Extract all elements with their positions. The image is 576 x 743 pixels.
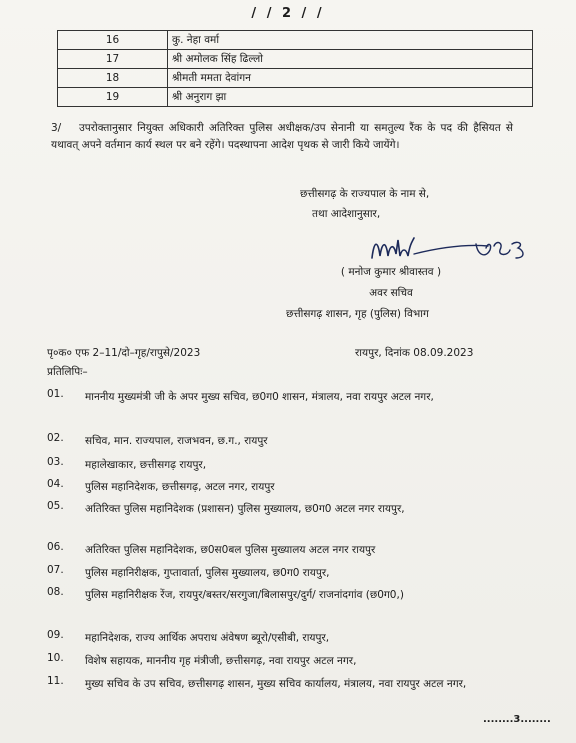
list-item-text: पुलिस महानिदेशक, छत्तीसगढ़, अटल नगर, रायपुर <box>85 481 275 493</box>
list-item-text: विशेष सहायक, माननीय गृह मंत्रीजी, छत्तीसगढ़, नवा रायपुर अटल नगर, <box>85 655 357 667</box>
signatory-designation: अवर सचिव <box>369 287 413 299</box>
list-item-number: 01. <box>47 388 64 400</box>
list-item-text: महालेखाकार, छत्तीसगढ़ रायपुर, <box>85 459 207 471</box>
list-item-number: 03. <box>47 456 64 468</box>
order-authority <box>300 184 530 224</box>
list-item-text: अतिरिक्त पुलिस महानिदेशक, छ0स0बल पुलिस मुख्यालय अटल नगर रायपुर <box>85 544 376 556</box>
paragraph-number: 3/ <box>51 122 62 134</box>
continued-page-marker: ........3........ <box>483 714 551 725</box>
order-line-2: तथा आदेशानुसार, <box>312 208 381 220</box>
list-item-number: 08. <box>47 586 64 598</box>
table-cell-name: कु. नेहा वर्मा <box>168 31 533 50</box>
list-item-number: 02. <box>47 432 64 444</box>
page-number: / / 2 / / <box>251 6 325 21</box>
table-cell-number: 19 <box>58 88 168 107</box>
list-item-number: 05. <box>47 500 64 512</box>
reference-number: पृ०क० एफ 2–11/दो–गृह/रापुसे/2023 <box>47 347 201 359</box>
list-item-text: माननीय मुख्यमंत्री जी के अपर मुख्य सचिव, छ0ग0 शासन, मंत्रालय, नवा रायपुर अटल नगर, <box>85 391 434 403</box>
signatory-department: छत्तीसगढ़ शासन, गृह (पुलिस) विभाग <box>286 308 429 320</box>
table-cell-number: 16 <box>58 31 168 50</box>
table-cell-name: श्री अनुराग झा <box>168 88 533 107</box>
list-item-number: 06. <box>47 541 64 553</box>
table-cell-name: श्री अमोलक सिंह ढिल्लो <box>168 50 533 69</box>
list-item-number: 09. <box>47 629 64 641</box>
list-item-text: पुलिस महानिरीक्षक, गुप्तावार्ता, पुलिस मुख्यालय, छ0ग0 रायपुर, <box>85 567 330 579</box>
table-row <box>58 88 533 107</box>
list-item-number: 11. <box>47 675 64 687</box>
order-line-1: छत्तीसगढ़ के राज्यपाल के नाम से, <box>300 188 430 200</box>
copy-to-heading: प्रतिलिपिः– <box>47 366 88 378</box>
table-cell-number: 18 <box>58 69 168 88</box>
list-item-text: महानिदेशक, राज्य आर्थिक अपराध अंवेषण ब्यूरो/एसीबी, रायपुर, <box>85 632 330 644</box>
table-row <box>58 31 533 50</box>
list-item-text: पुलिस महानिरीक्षक रेंज, रायपुर/बस्तर/सरगुजा/बिलासपुर/दुर्ग/ राजनांदगांव (छ0ग0,) <box>85 589 404 601</box>
table-cell-name: श्रीमती ममता देवांगन <box>168 69 533 88</box>
paragraph-3 <box>51 120 513 154</box>
table-row <box>58 50 533 69</box>
signatory-name: ( मनोज कुमार श्रीवास्तव ) <box>340 266 442 278</box>
list-item-text: अतिरिक्त पुलिस महानिदेशक (प्रशासन) पुलिस मुख्यालय, छ0ग0 अटल नगर रायपुर, <box>85 503 405 515</box>
paragraph-text: उपरोक्तानुसार नियुक्त अधिकारी अतिरिक्त पुलिस अधीक्षक/उप सेनानी या समतुल्य रैंक के पद की हैसियत से यथावत् अपने वर्तमान कार्य स्थल पर बने रहेंगे। पदस्थापना आदेश पृथक से जारी किये जायेंगे। <box>51 122 513 151</box>
list-item-text: मुख्य सचिव के उप सचिव, छत्तीसगढ़ शासन, मुख्य सचिव कार्यालय, मंत्रालय, नवा रायपुर अटल नगर, <box>85 678 467 690</box>
place-date: रायपुर, दिनांक 08.09.2023 <box>355 347 474 359</box>
signatory-block <box>286 262 546 325</box>
officer-table <box>57 30 533 107</box>
list-item-number: 10. <box>47 652 64 664</box>
table-cell-number: 17 <box>58 50 168 69</box>
table-row <box>58 69 533 88</box>
list-item-number: 04. <box>47 478 64 490</box>
list-item-text: सचिव, मान. राज्यपाल, राजभवन, छ.ग., रायपुर <box>85 435 268 447</box>
list-item-number: 07. <box>47 564 64 576</box>
